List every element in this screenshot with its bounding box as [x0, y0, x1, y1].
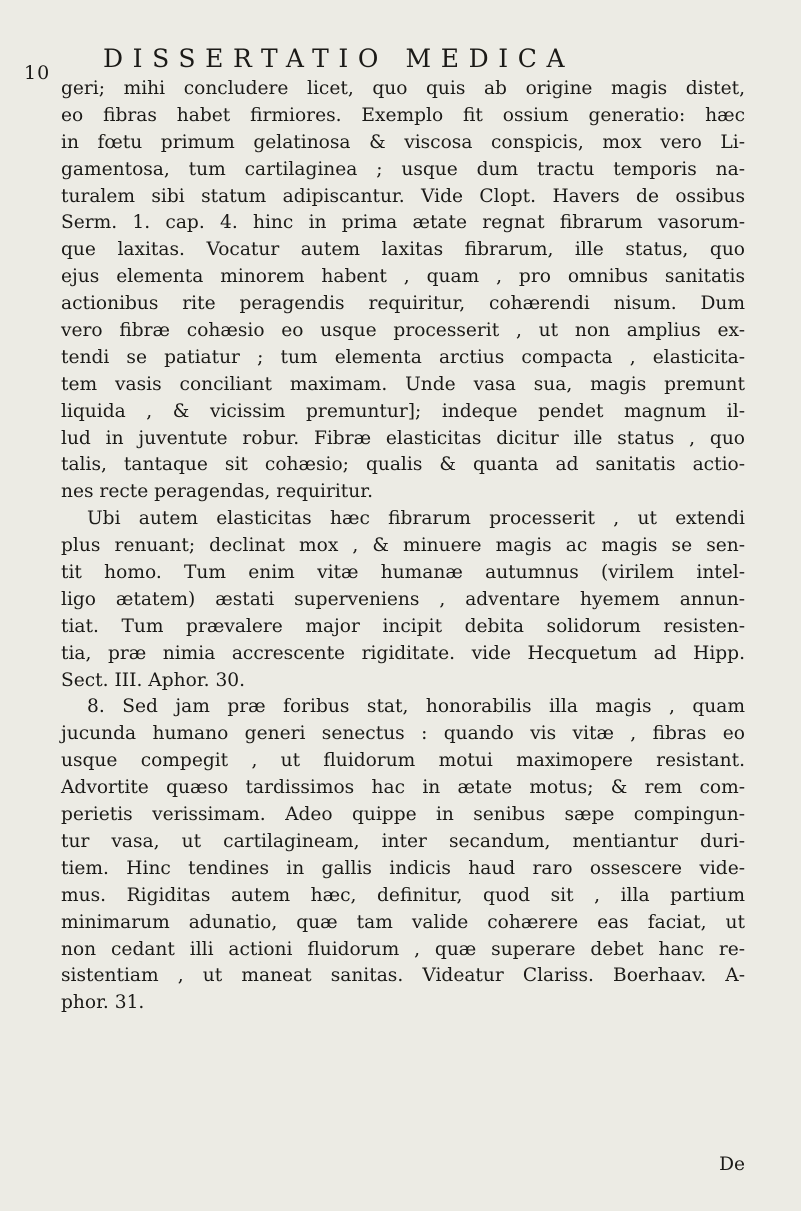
text-line: tiat. Tum prævalere major incipit debita solidorum resisten-: [61, 615, 745, 637]
text-line: tur vasa, ut cartilagineam, inter secandum, mentiantur duri-: [61, 830, 745, 852]
text-line: vero fibræ cohæsio eo usque processerit , ut non amplius ex-: [61, 320, 745, 342]
text-line: Serm. 1. cap. 4. hinc in prima ætate regnat fibrarum vasorum-: [61, 212, 745, 234]
text-line: ligo ætatem) æstati superveniens , adventare hyemem annun-: [61, 588, 745, 610]
page-header: [20, 40, 760, 84]
page-number: 10: [24, 62, 51, 84]
text-line: in fœtu primum gelatinosa & viscosa conspicis, mox vero Li-: [61, 131, 745, 153]
text-line: lud in juventute robur. Fibræ elasticitas dicitur ille status , quo: [61, 427, 745, 449]
text-line: plus renuant; declinat mox , & minuere magis ac magis se sen-: [61, 535, 745, 557]
text-line: turalem sibi statum adipiscantur. Vide Clopt. Havers de ossibus: [61, 185, 745, 207]
text-line: ejus elementa minorem habent , quam , pro omnibus sanitatis: [61, 266, 745, 288]
text-line: Sect. III. Aphor. 30.: [61, 669, 246, 691]
text-line: actionibus rite peragendis requiritur, cohærendi nisum. Dum: [61, 293, 745, 315]
text-line: tiem. Hinc tendines in gallis indicis haud raro ossescere vide-: [61, 857, 745, 879]
text-line: non cedant illi actioni fluidorum , quæ superare debet hanc re-: [61, 938, 745, 960]
text-line: gamentosa, tum cartilaginea ; usque dum tractu temporis na-: [61, 158, 745, 180]
text-line: tendi se patiatur ; tum elementa arctius compacta , elasticita-: [61, 346, 745, 368]
body-text: [61, 76, 745, 1017]
text-line: minimarum adunatio, quæ tam valide cohærere eas faciat, ut: [61, 911, 745, 933]
text-line: geri; mihi concludere licet, quo quis ab origine magis distet,: [61, 78, 745, 99]
running-title: DISSERTATIO MEDICA: [103, 44, 575, 73]
text-line: eo fibras habet firmiores. Exemplo fit ossium generatio: hæc: [61, 104, 745, 126]
text-line: liquida , & vicissim premuntur]; indeque pendet magnum il-: [61, 400, 745, 422]
text-line: tit homo. Tum enim vitæ humanæ autumnus (virilem intel-: [61, 562, 745, 584]
catchword: De: [719, 1154, 745, 1175]
text-line: phor. 31.: [61, 992, 145, 1014]
text-line: que laxitas. Vocatur autem laxitas fibrarum, ille status, quo: [61, 239, 745, 261]
text-line: Advortite quæso tardissimos hac in ætate motus; & rem com-: [61, 777, 745, 799]
text-line: nes recte peragendas, requiritur.: [61, 481, 373, 503]
text-line: tem vasis conciliant maximam. Unde vasa sua, magis premunt: [61, 373, 745, 395]
text-line: talis, tantaque sit cohæsio; qualis & quanta ad sanitatis actio-: [61, 454, 745, 476]
text-line: sistentiam , ut maneat sanitas. Videatur Clariss. Boerhaav. A-: [61, 965, 745, 987]
text-line: jucunda humano generi senectus : quando vis vitæ , fibras eo: [61, 723, 745, 745]
text-line: 8. Sed jam præ foribus stat, honorabilis illa magis , quam: [87, 696, 745, 718]
text-line: Ubi autem elasticitas hæc fibrarum processerit , ut extendi: [87, 508, 745, 530]
text-line: perietis verissimam. Adeo quippe in senibus sæpe compingun-: [61, 804, 745, 826]
text-line: usque compegit , ut fluidorum motui maximopere resistant.: [61, 750, 745, 772]
text-line: mus. Rigiditas autem hæc, definitur, quod sit , illa partium: [61, 884, 745, 906]
text-line: tia, præ nimia accrescente rigiditate. vide Hecquetum ad Hipp.: [61, 642, 745, 664]
